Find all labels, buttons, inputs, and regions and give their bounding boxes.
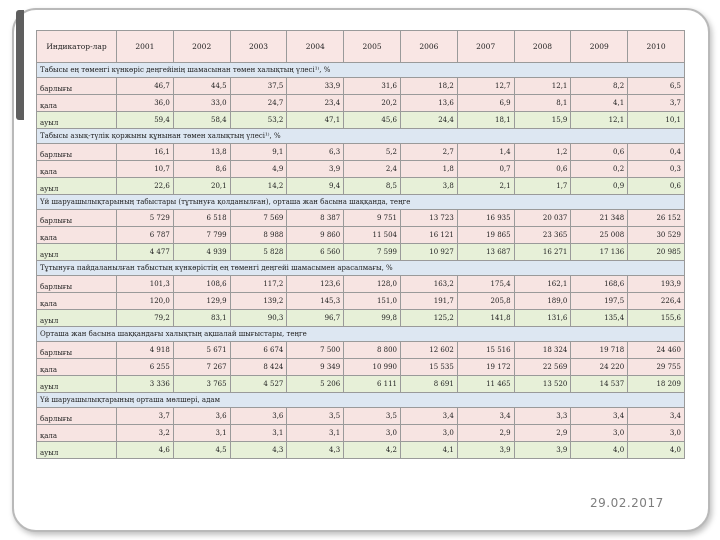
row-label: ауыл [40, 251, 59, 259]
value-cell: 8 387 [287, 210, 344, 227]
value-cell: 47,1 [287, 112, 344, 129]
value-cell: 4,9 [230, 161, 287, 178]
value-cell: 22 569 [514, 359, 571, 376]
row-label: барлығы [40, 349, 73, 357]
row-label-cell [37, 425, 117, 442]
value-cell: 33,9 [287, 78, 344, 95]
header-year-cell: 2005 [344, 31, 401, 63]
value-cell: 145,3 [287, 293, 344, 310]
value-cell: 90,3 [230, 310, 287, 327]
value-cell: 19 172 [457, 359, 514, 376]
table-row [37, 293, 685, 310]
value-cell: 4 527 [230, 376, 287, 393]
table-row [37, 95, 685, 112]
value-cell: 1,4 [457, 144, 514, 161]
value-cell: 155,6 [628, 310, 685, 327]
value-cell: 3,4 [571, 408, 628, 425]
row-label: қала [40, 168, 58, 176]
value-cell: 4,6 [117, 442, 174, 459]
value-cell: 14,2 [230, 178, 287, 195]
value-cell: 37,5 [230, 78, 287, 95]
value-cell: 31,6 [344, 78, 401, 95]
value-cell: 108,6 [173, 276, 230, 293]
value-cell: 3,9 [287, 161, 344, 178]
section-title-row [37, 129, 685, 144]
row-label-cell [37, 244, 117, 261]
value-cell: 2,4 [344, 161, 401, 178]
value-cell: 3,6 [230, 408, 287, 425]
value-cell: 4 477 [117, 244, 174, 261]
value-cell: 101,3 [117, 276, 174, 293]
value-cell: 151,0 [344, 293, 401, 310]
value-cell: 11 465 [457, 376, 514, 393]
header-year-cell: 2009 [571, 31, 628, 63]
value-cell: 3,0 [571, 425, 628, 442]
value-cell: 46,7 [117, 78, 174, 95]
value-cell: 4,1 [571, 95, 628, 112]
value-cell: 53,2 [230, 112, 287, 129]
value-cell: 4,0 [628, 442, 685, 459]
value-cell: 3,2 [117, 425, 174, 442]
value-cell: 10,7 [117, 161, 174, 178]
row-label-cell [37, 376, 117, 393]
table-row [37, 78, 685, 95]
value-cell: 20 037 [514, 210, 571, 227]
value-cell: 139,2 [230, 293, 287, 310]
row-label: ауыл [40, 119, 59, 127]
value-cell: 8,6 [173, 161, 230, 178]
value-cell: 5 671 [173, 342, 230, 359]
value-cell: 125,2 [400, 310, 457, 327]
row-label-cell [37, 210, 117, 227]
value-cell: 12,1 [571, 112, 628, 129]
value-cell: 4 939 [173, 244, 230, 261]
value-cell: 8,1 [514, 95, 571, 112]
value-cell: 3,9 [514, 442, 571, 459]
value-cell: 13,6 [400, 95, 457, 112]
value-cell: 4,5 [173, 442, 230, 459]
row-label: барлығы [40, 283, 73, 291]
value-cell: 168,6 [571, 276, 628, 293]
row-label-cell [37, 95, 117, 112]
section-title-row [37, 393, 685, 408]
row-label: ауыл [40, 383, 59, 391]
row-label-cell [37, 161, 117, 178]
value-cell: 3,4 [400, 408, 457, 425]
value-cell: 5 729 [117, 210, 174, 227]
value-cell: 9 349 [287, 359, 344, 376]
value-cell: 10,1 [628, 112, 685, 129]
section-title: Тұтынуға пайдаланылған табыстың күнкөрістің ең төменгі деңгейі шамасымен арасалмағы, % [37, 261, 685, 276]
statistics-table [36, 30, 685, 459]
section-title: Үй шаруашылықтарының табыстары (тұтынуға қолданылған), орташа жан басына шаққанда, теңге [37, 195, 685, 210]
value-cell: 0,6 [628, 178, 685, 195]
value-cell: 20,1 [173, 178, 230, 195]
value-cell: 2,1 [457, 178, 514, 195]
value-cell: 120,0 [117, 293, 174, 310]
value-cell: 30 529 [628, 227, 685, 244]
value-cell: 1,8 [400, 161, 457, 178]
value-cell: 44,5 [173, 78, 230, 95]
value-cell: 23,4 [287, 95, 344, 112]
value-cell: 96,7 [287, 310, 344, 327]
row-label: қала [40, 102, 58, 110]
value-cell: 25 008 [571, 227, 628, 244]
value-cell: 4,3 [230, 442, 287, 459]
value-cell: 131,6 [514, 310, 571, 327]
value-cell: 45,6 [344, 112, 401, 129]
value-cell: 0,4 [628, 144, 685, 161]
value-cell: 0,6 [514, 161, 571, 178]
value-cell: 191,7 [400, 293, 457, 310]
value-cell: 128,0 [344, 276, 401, 293]
value-cell: 9 860 [287, 227, 344, 244]
value-cell: 15 516 [457, 342, 514, 359]
value-cell: 58,4 [173, 112, 230, 129]
header-year-cell: 2002 [173, 31, 230, 63]
value-cell: 24 460 [628, 342, 685, 359]
value-cell: 3,9 [457, 442, 514, 459]
value-cell: 6,9 [457, 95, 514, 112]
value-cell: 19 718 [571, 342, 628, 359]
section-title: Орташа жан басына шаққандағы халықтың ақшалай шығыстары, теңге [37, 327, 685, 342]
table-row [37, 310, 685, 327]
row-label: қала [40, 300, 58, 308]
value-cell: 3,0 [344, 425, 401, 442]
value-cell: 15 535 [400, 359, 457, 376]
value-cell: 22,6 [117, 178, 174, 195]
value-cell: 3,5 [287, 408, 344, 425]
header-year-cell: 2001 [117, 31, 174, 63]
table-row [37, 144, 685, 161]
value-cell: 13,8 [173, 144, 230, 161]
value-cell: 6 255 [117, 359, 174, 376]
section-title-row [37, 327, 685, 342]
value-cell: 12,7 [457, 78, 514, 95]
table-row [37, 442, 685, 459]
value-cell: 33,0 [173, 95, 230, 112]
value-cell: 13 687 [457, 244, 514, 261]
section-title: Табысы азық-түлік қоржыны құнынан төмен халықтың үлесі¹⁾, % [37, 129, 685, 144]
value-cell: 175,4 [457, 276, 514, 293]
value-cell: 6 518 [173, 210, 230, 227]
row-label-cell [37, 144, 117, 161]
value-cell: 3 336 [117, 376, 174, 393]
value-cell: 7 267 [173, 359, 230, 376]
header-year-cell: 2008 [514, 31, 571, 63]
value-cell: 18 209 [628, 376, 685, 393]
value-cell: 6 560 [287, 244, 344, 261]
value-cell: 3,1 [287, 425, 344, 442]
value-cell: 3,6 [173, 408, 230, 425]
value-cell: 79,2 [117, 310, 174, 327]
value-cell: 3,7 [117, 408, 174, 425]
value-cell: 197,5 [571, 293, 628, 310]
value-cell: 24 220 [571, 359, 628, 376]
row-label-cell [37, 276, 117, 293]
table-row [37, 210, 685, 227]
value-cell: 0,9 [571, 178, 628, 195]
value-cell: 3,4 [457, 408, 514, 425]
value-cell: 2,9 [514, 425, 571, 442]
value-cell: 21 348 [571, 210, 628, 227]
value-cell: 20 985 [628, 244, 685, 261]
row-label: қала [40, 366, 58, 374]
header-year-cell: 2007 [457, 31, 514, 63]
row-label-cell [37, 227, 117, 244]
row-label: ауыл [40, 317, 59, 325]
row-label: қала [40, 234, 58, 242]
value-cell: 10 927 [400, 244, 457, 261]
value-cell: 99,8 [344, 310, 401, 327]
value-cell: 3,1 [173, 425, 230, 442]
value-cell: 6 674 [230, 342, 287, 359]
row-label: барлығы [40, 415, 73, 423]
value-cell: 189,0 [514, 293, 571, 310]
value-cell: 7 500 [287, 342, 344, 359]
value-cell: 9 751 [344, 210, 401, 227]
value-cell: 83,1 [173, 310, 230, 327]
table-row [37, 276, 685, 293]
value-cell: 7 599 [344, 244, 401, 261]
value-cell: 3,8 [400, 178, 457, 195]
value-cell: 9,4 [287, 178, 344, 195]
table-row [37, 178, 685, 195]
value-cell: 4 918 [117, 342, 174, 359]
value-cell: 7 569 [230, 210, 287, 227]
value-cell: 9,1 [230, 144, 287, 161]
header-row [37, 31, 685, 63]
row-label-cell [37, 178, 117, 195]
value-cell: 0,6 [571, 144, 628, 161]
value-cell: 16 935 [457, 210, 514, 227]
table-row [37, 244, 685, 261]
value-cell: 8,2 [571, 78, 628, 95]
value-cell: 6,3 [287, 144, 344, 161]
value-cell: 12,1 [514, 78, 571, 95]
value-cell: 117,2 [230, 276, 287, 293]
table-row [37, 425, 685, 442]
table-row [37, 376, 685, 393]
value-cell: 13 520 [514, 376, 571, 393]
value-cell: 163,2 [400, 276, 457, 293]
value-cell: 2,9 [457, 425, 514, 442]
row-label-cell [37, 293, 117, 310]
value-cell: 24,7 [230, 95, 287, 112]
value-cell: 226,4 [628, 293, 685, 310]
section-title: Үй шаруашылықтарының орташа мөлшері, адам [37, 393, 685, 408]
value-cell: 1,2 [514, 144, 571, 161]
row-label: барлығы [40, 217, 73, 225]
value-cell: 135,4 [571, 310, 628, 327]
value-cell: 5 206 [287, 376, 344, 393]
value-cell: 5,2 [344, 144, 401, 161]
value-cell: 205,8 [457, 293, 514, 310]
value-cell: 3,5 [344, 408, 401, 425]
value-cell: 16 121 [400, 227, 457, 244]
row-label-cell [37, 310, 117, 327]
table-row [37, 359, 685, 376]
value-cell: 193,9 [628, 276, 685, 293]
value-cell: 0,3 [628, 161, 685, 178]
value-cell: 3,4 [628, 408, 685, 425]
value-cell: 8 800 [344, 342, 401, 359]
row-label: ауыл [40, 185, 59, 193]
value-cell: 141,8 [457, 310, 514, 327]
value-cell: 1,7 [514, 178, 571, 195]
row-label-cell [37, 408, 117, 425]
slide-edge-tab [16, 10, 24, 120]
value-cell: 15,9 [514, 112, 571, 129]
table-row [37, 408, 685, 425]
value-cell: 2,7 [400, 144, 457, 161]
value-cell: 6 111 [344, 376, 401, 393]
value-cell: 3,3 [514, 408, 571, 425]
value-cell: 24,4 [400, 112, 457, 129]
value-cell: 0,2 [571, 161, 628, 178]
value-cell: 19 865 [457, 227, 514, 244]
value-cell: 36,0 [117, 95, 174, 112]
value-cell: 3,1 [230, 425, 287, 442]
value-cell: 3,0 [400, 425, 457, 442]
header-year-cell: 2004 [287, 31, 344, 63]
value-cell: 4,1 [400, 442, 457, 459]
value-cell: 7 799 [173, 227, 230, 244]
value-cell: 6,5 [628, 78, 685, 95]
row-label: қала [40, 432, 58, 440]
value-cell: 4,3 [287, 442, 344, 459]
value-cell: 3,7 [628, 95, 685, 112]
header-year-cell: 2010 [628, 31, 685, 63]
value-cell: 8 424 [230, 359, 287, 376]
value-cell: 12 602 [400, 342, 457, 359]
header-year-cell: 2003 [230, 31, 287, 63]
value-cell: 17 136 [571, 244, 628, 261]
value-cell: 3,0 [628, 425, 685, 442]
value-cell: 29 755 [628, 359, 685, 376]
row-label: барлығы [40, 85, 73, 93]
row-label-cell [37, 112, 117, 129]
table-row [37, 112, 685, 129]
value-cell: 20,2 [344, 95, 401, 112]
value-cell: 14 537 [571, 376, 628, 393]
value-cell: 10 990 [344, 359, 401, 376]
value-cell: 8 988 [230, 227, 287, 244]
statistics-table-container [36, 30, 684, 459]
value-cell: 18,1 [457, 112, 514, 129]
row-label-cell [37, 342, 117, 359]
value-cell: 129,9 [173, 293, 230, 310]
section-title: Табысы ең төменгі күнкөріс деңгейінің шамасынан төмен халықтың үлесі¹⁾, % [37, 63, 685, 78]
slide-date: 29.02.2017 [590, 496, 664, 510]
value-cell: 0,7 [457, 161, 514, 178]
row-label-cell [37, 78, 117, 95]
value-cell: 13 723 [400, 210, 457, 227]
section-title-row [37, 63, 685, 78]
value-cell: 16,1 [117, 144, 174, 161]
value-cell: 8 691 [400, 376, 457, 393]
row-label-cell [37, 359, 117, 376]
value-cell: 6 787 [117, 227, 174, 244]
row-label: барлығы [40, 151, 73, 159]
row-label: ауыл [40, 449, 59, 457]
value-cell: 5 828 [230, 244, 287, 261]
value-cell: 162,1 [514, 276, 571, 293]
table-row [37, 227, 685, 244]
row-label-cell [37, 442, 117, 459]
value-cell: 3 765 [173, 376, 230, 393]
value-cell: 59,4 [117, 112, 174, 129]
value-cell: 23 365 [514, 227, 571, 244]
table-row [37, 161, 685, 178]
value-cell: 4,2 [344, 442, 401, 459]
value-cell: 18,2 [400, 78, 457, 95]
section-title-row [37, 195, 685, 210]
header-indicator-cell: Индикатор-лар [37, 31, 117, 63]
value-cell: 18 324 [514, 342, 571, 359]
value-cell: 4,0 [571, 442, 628, 459]
value-cell: 8,5 [344, 178, 401, 195]
value-cell: 11 504 [344, 227, 401, 244]
value-cell: 26 152 [628, 210, 685, 227]
value-cell: 123,6 [287, 276, 344, 293]
table-row [37, 342, 685, 359]
value-cell: 16 271 [514, 244, 571, 261]
header-year-cell: 2006 [400, 31, 457, 63]
section-title-row [37, 261, 685, 276]
